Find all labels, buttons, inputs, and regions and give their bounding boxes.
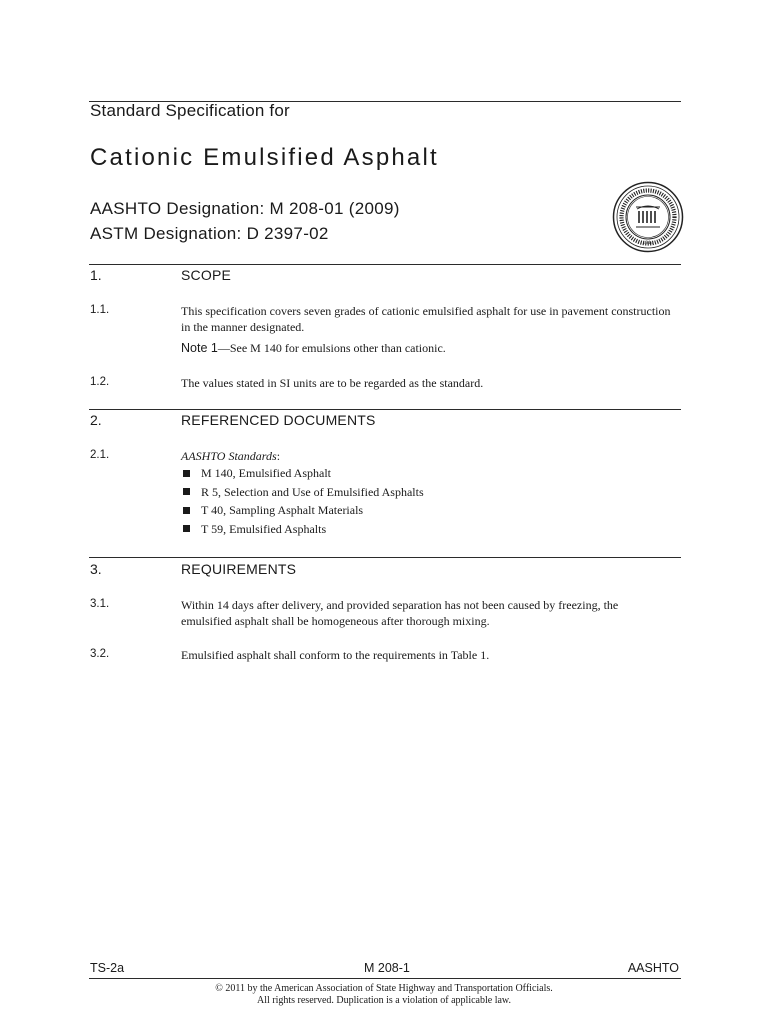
- bullet-icon: [183, 470, 190, 477]
- astm-designation: ASTM Designation: D 2397-02: [90, 224, 329, 243]
- note-1-text: —See M 140 for emulsions other than cationic.: [217, 341, 446, 355]
- list-item: [181, 520, 424, 539]
- paragraph-2-1-number: 2.1.: [90, 449, 110, 461]
- section-1-rule: [89, 264, 681, 265]
- section-3-number: 3.: [90, 561, 102, 577]
- list-item: [181, 501, 424, 520]
- paragraph-1-2-number: 1.2.: [90, 376, 110, 388]
- aashto-standards-label: AASHTO Standards: [181, 449, 277, 463]
- list-item-text: T 59, Emulsified Asphalts: [201, 521, 327, 536]
- list-item: [181, 483, 424, 502]
- section-1-number: 1.: [90, 267, 102, 283]
- section-2-rule: [89, 409, 681, 410]
- section-2-heading: REFERENCED DOCUMENTS: [181, 412, 376, 428]
- paragraph-3-2-text: Emulsified asphalt shall conform to the requirements in Table 1.: [181, 648, 490, 662]
- section-3-rule: [89, 557, 681, 558]
- document-lead: Standard Specification for: [90, 101, 290, 120]
- list-item: [181, 464, 424, 483]
- footer-rule: [89, 978, 681, 979]
- document-title: Cationic Emulsified Asphalt: [90, 144, 439, 171]
- paragraph-1-2-text: The values stated in SI units are to be regarded as the standard.: [181, 376, 484, 390]
- bullet-icon: [183, 507, 190, 514]
- list-item-text: R 5, Selection and Use of Emulsified Asphalts: [201, 484, 424, 499]
- footer-right: AASHTO: [627, 961, 679, 975]
- paragraph-3-2-number: 3.2.: [90, 648, 110, 660]
- note-1-label: Note 1: [181, 341, 218, 355]
- aashto-seal-logo: [612, 181, 684, 253]
- referenced-standards-list: [181, 464, 424, 538]
- paragraph-3-1-number: 3.1.: [90, 598, 110, 610]
- copyright-line-1: © 2011 by the American Association of State Highway and Transportation Officials.: [215, 983, 553, 994]
- label-colon: :: [276, 449, 281, 463]
- paragraph-1-1-number: 1.1.: [90, 304, 110, 316]
- bullet-icon: [183, 525, 190, 532]
- aashto-designation: AASHTO Designation: M 208-01 (2009): [90, 199, 400, 218]
- paragraph-1-1-text: This specification covers seven grades of cationic emulsified asphalt for use in pavement construction in the manner designated.: [181, 304, 671, 334]
- footer-page-number: M 208-1: [364, 961, 410, 975]
- bullet-icon: [183, 488, 190, 495]
- paragraph-3-1-text: Within 14 days after delivery, and provided separation has not been caused by freezing, the emulsified asphalt shall be homogeneous after thorough mixing.: [181, 598, 619, 628]
- section-1-heading: SCOPE: [181, 267, 232, 283]
- seal-year: 1914: [642, 240, 654, 246]
- list-item-text: M 140, Emulsified Asphalt: [201, 466, 331, 480]
- note-1: [181, 340, 671, 356]
- paragraph-2-1-label: [181, 448, 671, 464]
- copyright-line-2: All rights reserved. Duplication is a violation of applicable law.: [256, 995, 511, 1006]
- footer-left: TS-2a: [90, 961, 125, 975]
- section-3-heading: REQUIREMENTS: [181, 561, 297, 577]
- list-item-text: T 40, Sampling Asphalt Materials: [201, 503, 364, 517]
- section-2-number: 2.: [90, 412, 102, 428]
